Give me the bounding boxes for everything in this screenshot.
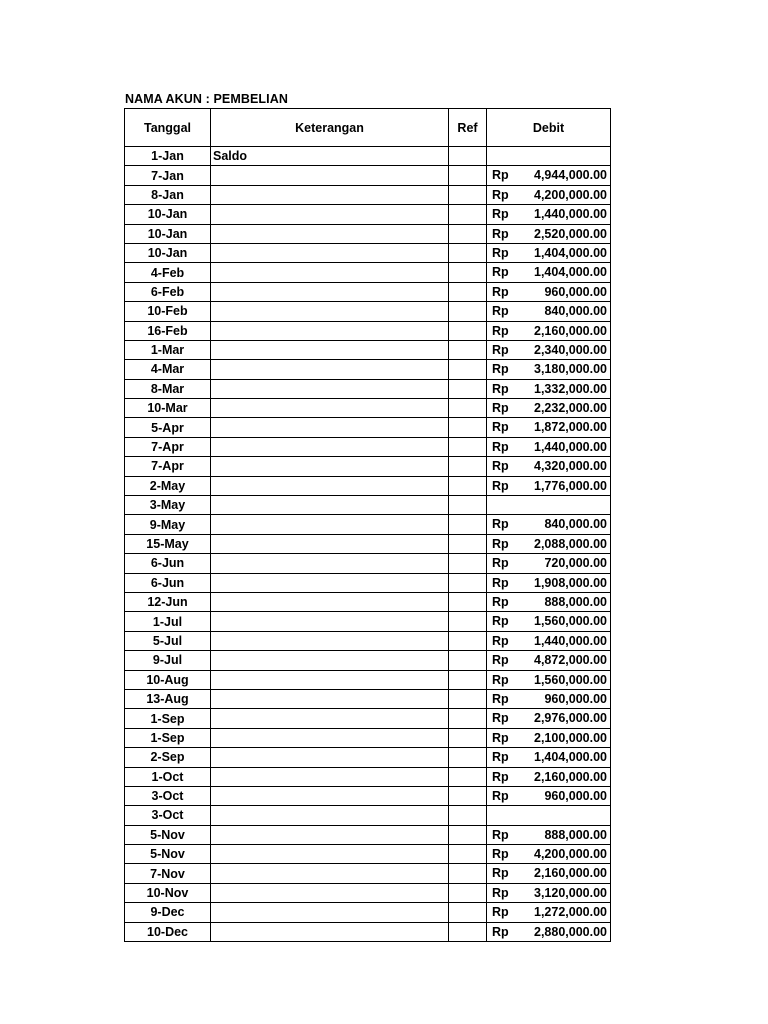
debit-amount: 2,100,000.00 [534, 730, 607, 745]
cell-date: 10-Jan [125, 243, 211, 262]
cell-description [211, 845, 449, 864]
cell-description [211, 592, 449, 611]
currency-symbol: Rp [492, 323, 509, 338]
cell-ref [449, 399, 487, 418]
cell-date: 8-Mar [125, 379, 211, 398]
cell-description [211, 243, 449, 262]
cell-ref [449, 883, 487, 902]
cell-date: 3-Oct [125, 806, 211, 825]
cell-date: 6-Jun [125, 554, 211, 573]
cell-debit [487, 767, 611, 786]
cell-ref [449, 437, 487, 456]
debit-amount: 2,160,000.00 [534, 866, 607, 881]
cell-description [211, 534, 449, 553]
cell-debit [487, 496, 611, 515]
cell-date: 1-Mar [125, 340, 211, 359]
currency-symbol: Rp [492, 575, 509, 590]
table-row [125, 864, 611, 883]
cell-debit [487, 263, 611, 282]
currency-symbol: Rp [492, 401, 509, 416]
cell-date: 12-Jun [125, 592, 211, 611]
cell-description [211, 651, 449, 670]
cell-description [211, 767, 449, 786]
cell-ref [449, 457, 487, 476]
debit-amount: 840,000.00 [544, 517, 607, 532]
cell-ref [449, 786, 487, 805]
cell-description [211, 166, 449, 185]
currency-symbol: Rp [492, 362, 509, 377]
table-row [125, 263, 611, 282]
table-row [125, 321, 611, 340]
header-ref: Ref [449, 109, 487, 147]
cell-date: 10-Dec [125, 922, 211, 941]
cell-description [211, 631, 449, 650]
cell-description [211, 379, 449, 398]
currency-symbol: Rp [492, 439, 509, 454]
table-row [125, 786, 611, 805]
table-row [125, 825, 611, 844]
debit-amount: 840,000.00 [544, 304, 607, 319]
cell-debit [487, 592, 611, 611]
cell-ref [449, 205, 487, 224]
debit-amount: 1,776,000.00 [534, 478, 607, 493]
cell-ref [449, 496, 487, 515]
currency-symbol: Rp [492, 342, 509, 357]
table-row [125, 340, 611, 359]
table-row [125, 903, 611, 922]
cell-description [211, 554, 449, 573]
currency-symbol: Rp [492, 730, 509, 745]
currency-symbol: Rp [492, 168, 509, 183]
cell-debit [487, 806, 611, 825]
cell-debit [487, 224, 611, 243]
cell-ref [449, 147, 487, 166]
debit-amount: 2,088,000.00 [534, 536, 607, 551]
table-row [125, 185, 611, 204]
cell-date: 1-Jan [125, 147, 211, 166]
cell-description [211, 748, 449, 767]
table-row [125, 670, 611, 689]
cell-debit [487, 457, 611, 476]
cell-debit [487, 282, 611, 301]
debit-amount: 4,320,000.00 [534, 459, 607, 474]
table-row [125, 224, 611, 243]
cell-description [211, 340, 449, 359]
currency-symbol: Rp [492, 304, 509, 319]
cell-description [211, 496, 449, 515]
debit-amount: 888,000.00 [544, 594, 607, 609]
cell-debit [487, 845, 611, 864]
cell-ref [449, 631, 487, 650]
currency-symbol: Rp [492, 750, 509, 765]
cell-description [211, 573, 449, 592]
debit-amount: 3,180,000.00 [534, 362, 607, 377]
currency-symbol: Rp [492, 381, 509, 396]
currency-symbol: Rp [492, 885, 509, 900]
currency-symbol: Rp [492, 265, 509, 280]
debit-amount: 1,560,000.00 [534, 614, 607, 629]
cell-description [211, 903, 449, 922]
table-row [125, 748, 611, 767]
debit-amount: 4,200,000.00 [534, 847, 607, 862]
cell-date: 7-Nov [125, 864, 211, 883]
cell-ref [449, 554, 487, 573]
debit-amount: 2,160,000.00 [534, 323, 607, 338]
cell-debit [487, 340, 611, 359]
cell-ref [449, 670, 487, 689]
cell-ref [449, 767, 487, 786]
cell-ref [449, 825, 487, 844]
cell-debit [487, 476, 611, 495]
cell-debit [487, 418, 611, 437]
currency-symbol: Rp [492, 536, 509, 551]
debit-amount: 2,976,000.00 [534, 711, 607, 726]
cell-debit [487, 631, 611, 650]
cell-ref [449, 709, 487, 728]
table-row [125, 360, 611, 379]
cell-date: 5-Nov [125, 825, 211, 844]
cell-debit [487, 534, 611, 553]
cell-description [211, 437, 449, 456]
currency-symbol: Rp [492, 420, 509, 435]
table-row [125, 554, 611, 573]
cell-debit [487, 709, 611, 728]
cell-debit [487, 243, 611, 262]
debit-amount: 4,872,000.00 [534, 653, 607, 668]
cell-debit [487, 689, 611, 708]
cell-description [211, 670, 449, 689]
debit-amount: 720,000.00 [544, 556, 607, 571]
cell-debit [487, 612, 611, 631]
cell-date: 3-May [125, 496, 211, 515]
ledger-table [124, 108, 611, 942]
debit-amount: 3,120,000.00 [534, 885, 607, 900]
cell-date: 5-Nov [125, 845, 211, 864]
cell-date: 10-Nov [125, 883, 211, 902]
cell-date: 1-Oct [125, 767, 211, 786]
cell-date: 1-Sep [125, 709, 211, 728]
table-row [125, 573, 611, 592]
cell-date: 5-Jul [125, 631, 211, 650]
cell-debit [487, 437, 611, 456]
currency-symbol: Rp [492, 187, 509, 202]
table-row [125, 166, 611, 185]
cell-date: 1-Jul [125, 612, 211, 631]
table-row [125, 592, 611, 611]
table-row [125, 767, 611, 786]
cell-ref [449, 573, 487, 592]
cell-ref [449, 321, 487, 340]
table-row [125, 845, 611, 864]
cell-debit [487, 185, 611, 204]
table-row [125, 437, 611, 456]
currency-symbol: Rp [492, 614, 509, 629]
cell-ref [449, 845, 487, 864]
cell-date: 4-Mar [125, 360, 211, 379]
cell-date: 10-Jan [125, 205, 211, 224]
currency-symbol: Rp [492, 594, 509, 609]
cell-description [211, 205, 449, 224]
debit-amount: 4,944,000.00 [534, 168, 607, 183]
cell-date: 4-Feb [125, 263, 211, 282]
currency-symbol: Rp [492, 633, 509, 648]
cell-ref [449, 864, 487, 883]
currency-symbol: Rp [492, 691, 509, 706]
cell-date: 2-Sep [125, 748, 211, 767]
cell-date: 9-Dec [125, 903, 211, 922]
currency-symbol: Rp [492, 788, 509, 803]
currency-symbol: Rp [492, 827, 509, 842]
cell-date: 8-Jan [125, 185, 211, 204]
debit-amount: 1,404,000.00 [534, 265, 607, 280]
table-row [125, 243, 611, 262]
debit-amount: 2,232,000.00 [534, 401, 607, 416]
currency-symbol: Rp [492, 556, 509, 571]
cell-ref [449, 166, 487, 185]
table-row [125, 806, 611, 825]
table-row [125, 457, 611, 476]
cell-description [211, 612, 449, 631]
cell-description [211, 825, 449, 844]
header-debit: Debit [487, 109, 611, 147]
cell-ref [449, 224, 487, 243]
cell-description [211, 689, 449, 708]
cell-debit [487, 302, 611, 321]
table-row [125, 728, 611, 747]
table-row [125, 612, 611, 631]
cell-ref [449, 689, 487, 708]
currency-symbol: Rp [492, 517, 509, 532]
debit-amount: 4,200,000.00 [534, 187, 607, 202]
cell-ref [449, 806, 487, 825]
debit-amount: 888,000.00 [544, 827, 607, 842]
debit-amount: 2,340,000.00 [534, 342, 607, 357]
table-row [125, 418, 611, 437]
cell-date: 6-Feb [125, 282, 211, 301]
debit-amount: 1,272,000.00 [534, 905, 607, 920]
cell-ref [449, 903, 487, 922]
debit-amount: 1,440,000.00 [534, 439, 607, 454]
cell-description [211, 476, 449, 495]
debit-amount: 1,404,000.00 [534, 750, 607, 765]
debit-amount: 2,520,000.00 [534, 226, 607, 241]
currency-symbol: Rp [492, 905, 509, 920]
cell-date: 3-Oct [125, 786, 211, 805]
table-row [125, 282, 611, 301]
cell-description [211, 360, 449, 379]
cell-ref [449, 534, 487, 553]
cell-ref [449, 476, 487, 495]
cell-debit [487, 399, 611, 418]
debit-amount: 1,404,000.00 [534, 245, 607, 260]
cell-description [211, 515, 449, 534]
debit-amount: 960,000.00 [544, 691, 607, 706]
cell-description [211, 418, 449, 437]
debit-amount: 1,440,000.00 [534, 207, 607, 222]
cell-ref [449, 360, 487, 379]
header-row [125, 109, 611, 147]
table-row [125, 515, 611, 534]
cell-debit [487, 786, 611, 805]
debit-amount: 2,880,000.00 [534, 924, 607, 939]
cell-date: 9-May [125, 515, 211, 534]
cell-date: 5-Apr [125, 418, 211, 437]
cell-ref [449, 612, 487, 631]
account-title: NAMA AKUN : PEMBELIAN [125, 92, 288, 106]
cell-ref [449, 243, 487, 262]
cell-debit [487, 670, 611, 689]
currency-symbol: Rp [492, 478, 509, 493]
cell-date: 10-Feb [125, 302, 211, 321]
currency-symbol: Rp [492, 847, 509, 862]
debit-amount: 960,000.00 [544, 284, 607, 299]
cell-description [211, 185, 449, 204]
cell-date: 7-Apr [125, 437, 211, 456]
cell-date: 6-Jun [125, 573, 211, 592]
currency-symbol: Rp [492, 207, 509, 222]
table-row [125, 476, 611, 495]
cell-ref [449, 302, 487, 321]
debit-amount: 960,000.00 [544, 788, 607, 803]
cell-description [211, 728, 449, 747]
cell-debit [487, 728, 611, 747]
currency-symbol: Rp [492, 245, 509, 260]
cell-date: 7-Apr [125, 457, 211, 476]
debit-amount: 1,332,000.00 [534, 381, 607, 396]
cell-ref [449, 728, 487, 747]
cell-description [211, 864, 449, 883]
cell-date: 1-Sep [125, 728, 211, 747]
table-row [125, 709, 611, 728]
cell-date: 13-Aug [125, 689, 211, 708]
table-row [125, 496, 611, 515]
cell-debit [487, 651, 611, 670]
cell-date: 10-Aug [125, 670, 211, 689]
cell-description [211, 922, 449, 941]
cell-debit [487, 883, 611, 902]
header-date: Tanggal [125, 109, 211, 147]
currency-symbol: Rp [492, 769, 509, 784]
table-row [125, 631, 611, 650]
cell-date: 10-Jan [125, 224, 211, 243]
cell-description [211, 806, 449, 825]
currency-symbol: Rp [492, 924, 509, 939]
cell-ref [449, 263, 487, 282]
cell-description: Saldo [211, 147, 449, 166]
currency-symbol: Rp [492, 653, 509, 668]
table-row [125, 883, 611, 902]
table-row [125, 379, 611, 398]
currency-symbol: Rp [492, 711, 509, 726]
debit-amount: 1,908,000.00 [534, 575, 607, 590]
cell-debit [487, 573, 611, 592]
cell-description [211, 321, 449, 340]
cell-description [211, 302, 449, 321]
cell-debit [487, 166, 611, 185]
cell-ref [449, 282, 487, 301]
cell-date: 16-Feb [125, 321, 211, 340]
cell-ref [449, 379, 487, 398]
ledger-body [125, 147, 611, 942]
table-row [125, 302, 611, 321]
cell-debit [487, 554, 611, 573]
currency-symbol: Rp [492, 284, 509, 299]
cell-debit [487, 903, 611, 922]
debit-amount: 1,872,000.00 [534, 420, 607, 435]
cell-debit [487, 360, 611, 379]
table-row [125, 922, 611, 941]
cell-description [211, 263, 449, 282]
cell-description [211, 282, 449, 301]
cell-debit [487, 147, 611, 166]
table-row [125, 534, 611, 553]
cell-date: 15-May [125, 534, 211, 553]
cell-date: 10-Mar [125, 399, 211, 418]
cell-debit [487, 379, 611, 398]
cell-debit [487, 825, 611, 844]
cell-description [211, 709, 449, 728]
cell-debit [487, 321, 611, 340]
currency-symbol: Rp [492, 226, 509, 241]
cell-description [211, 224, 449, 243]
cell-debit [487, 515, 611, 534]
cell-debit [487, 205, 611, 224]
table-row [125, 205, 611, 224]
cell-debit [487, 922, 611, 941]
currency-symbol: Rp [492, 866, 509, 881]
table-row [125, 399, 611, 418]
currency-symbol: Rp [492, 459, 509, 474]
cell-date: 7-Jan [125, 166, 211, 185]
cell-ref [449, 418, 487, 437]
currency-symbol: Rp [492, 672, 509, 687]
cell-ref [449, 748, 487, 767]
cell-ref [449, 922, 487, 941]
cell-description [211, 399, 449, 418]
table-row [125, 689, 611, 708]
cell-debit [487, 748, 611, 767]
header-description: Keterangan [211, 109, 449, 147]
cell-description [211, 457, 449, 476]
cell-ref [449, 340, 487, 359]
cell-description [211, 883, 449, 902]
cell-ref [449, 185, 487, 204]
cell-debit [487, 864, 611, 883]
table-row [125, 651, 611, 670]
cell-description [211, 786, 449, 805]
cell-date: 9-Jul [125, 651, 211, 670]
cell-date: 2-May [125, 476, 211, 495]
cell-ref [449, 515, 487, 534]
debit-amount: 2,160,000.00 [534, 769, 607, 784]
table-row [125, 147, 611, 166]
cell-ref [449, 592, 487, 611]
debit-amount: 1,560,000.00 [534, 672, 607, 687]
debit-amount: 1,440,000.00 [534, 633, 607, 648]
cell-ref [449, 651, 487, 670]
